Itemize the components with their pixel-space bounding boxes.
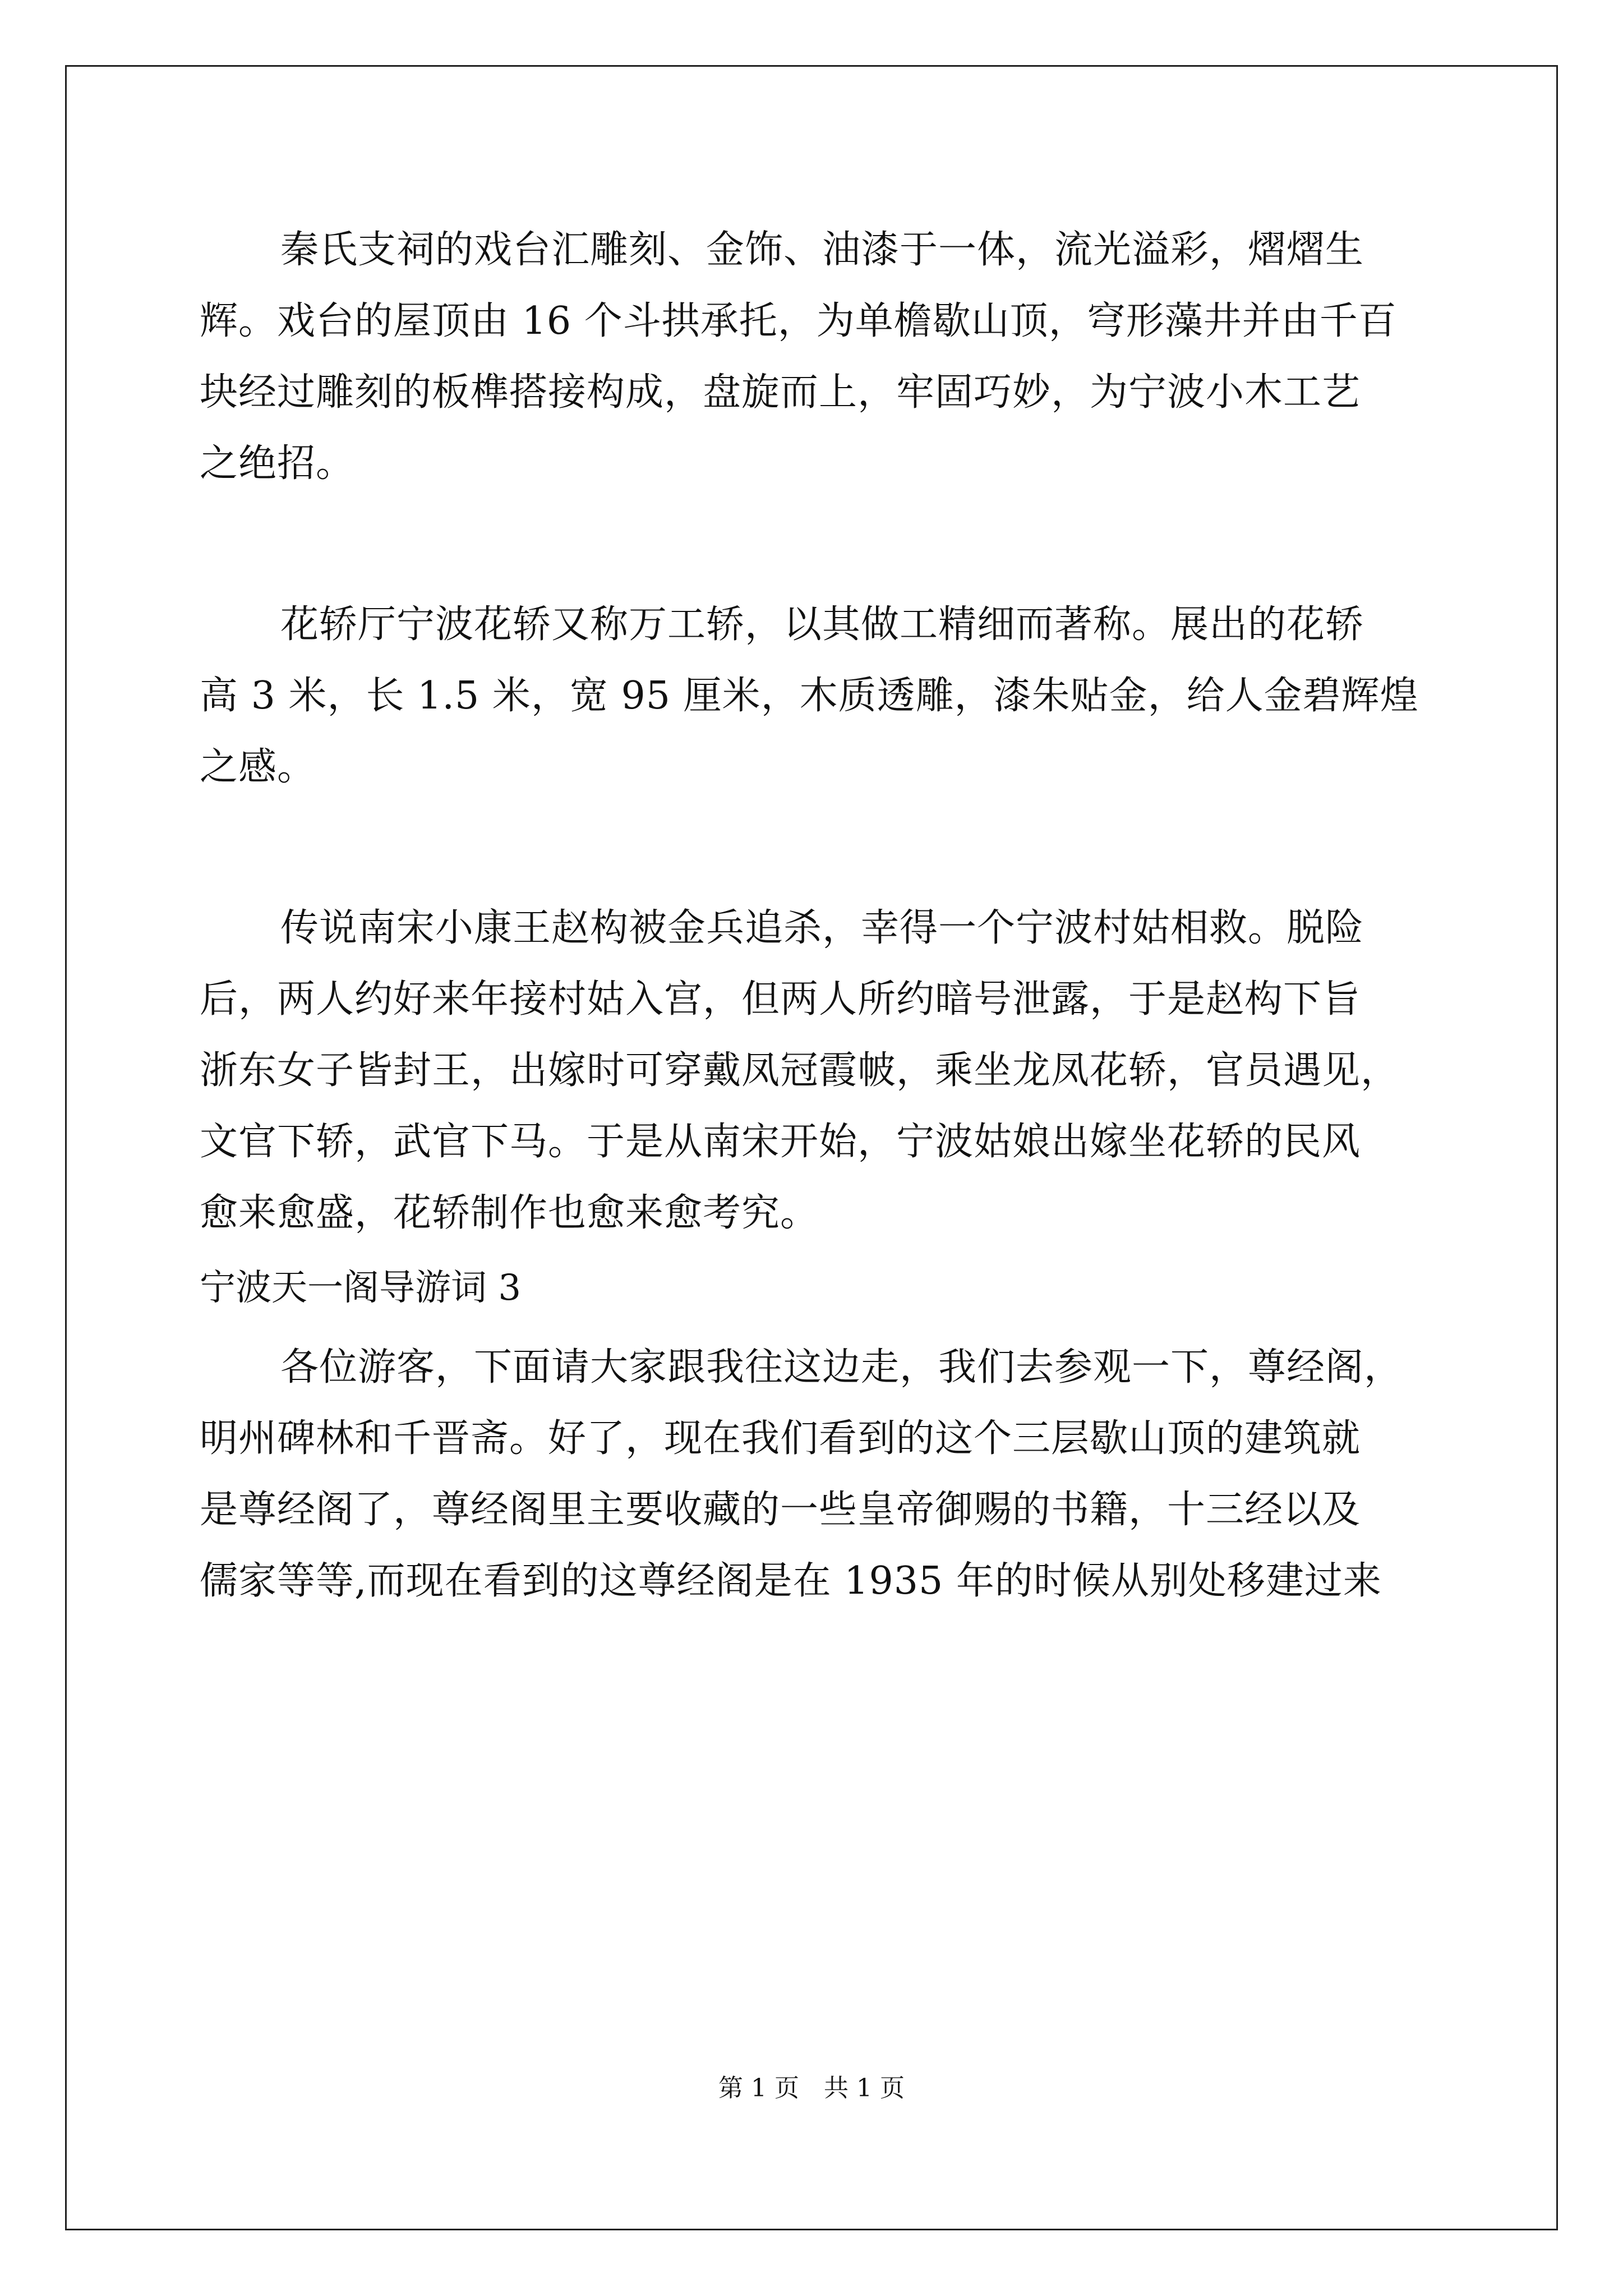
paragraph-1-line-1: 秦氏支祠的戏台汇雕刻、金饰、油漆于一体，流光溢彩，熠熠生	[280, 228, 1364, 272]
paragraph-2-line-2: 高 3 米，长 1.5 米，宽 95 厘米，木质透雕，漆朱贴金，给人金碧辉煌	[200, 674, 1419, 718]
paragraph-3-line-4: 文官下轿，武官下马。于是从南宋开始，宁波姑娘出嫁坐花轿的民风	[200, 1120, 1361, 1164]
paragraph-3-line-1: 传说南宋小康王赵构被金兵追杀，幸得一个宁波村姑相救。脱险	[280, 906, 1364, 950]
paragraph-2-line-3: 之感。	[200, 745, 316, 789]
paragraph-4-line-4: 儒家等等,而现在看到的这尊经阁是在 1935 年的时候从别处移建过来	[200, 1559, 1382, 1603]
paragraph-1-line-2: 辉。戏台的屋顶由 16 个斗拱承托，为单檐歇山顶，穹形藻井并由千百	[200, 299, 1397, 343]
paragraph-3-line-3: 浙东女子皆封王，出嫁时可穿戴凤冠霞帔，乘坐龙凤花轿，官员遇见，	[200, 1048, 1400, 1093]
page-footer: 第 1 页 共 1 页	[718, 2074, 905, 2102]
section-heading: 宁波天一阁导游词 3	[200, 1267, 522, 1309]
paragraph-1-line-3: 块经过雕刻的板榫搭接构成，盘旋而上，牢固巧妙，为宁波小木工艺	[200, 370, 1361, 415]
paragraph-3-line-5: 愈来愈盛，花轿制作也愈来愈考究。	[200, 1191, 819, 1235]
paragraph-3-line-2: 后，两人约好来年接村姑入宫，但两人所约暗号泄露，于是赵构下旨	[200, 977, 1361, 1022]
paragraph-1-line-4: 之绝招。	[200, 441, 355, 486]
paragraph-4-line-2: 明州碑林和千晋斋。好了，现在我们看到的这个三层歇山顶的建筑就	[200, 1416, 1361, 1461]
paragraph-4-line-1: 各位游客，下面请大家跟我往这边走，我们去参观一下，尊经阁，	[280, 1345, 1403, 1389]
paragraph-2-line-1: 花轿厅宁波花轿又称万工轿，以其做工精细而著称。展出的花轿	[280, 602, 1364, 647]
paragraph-4-line-3: 是尊经阁了，尊经阁里主要收藏的一些皇帝御赐的书籍，十三经以及	[200, 1488, 1361, 1532]
